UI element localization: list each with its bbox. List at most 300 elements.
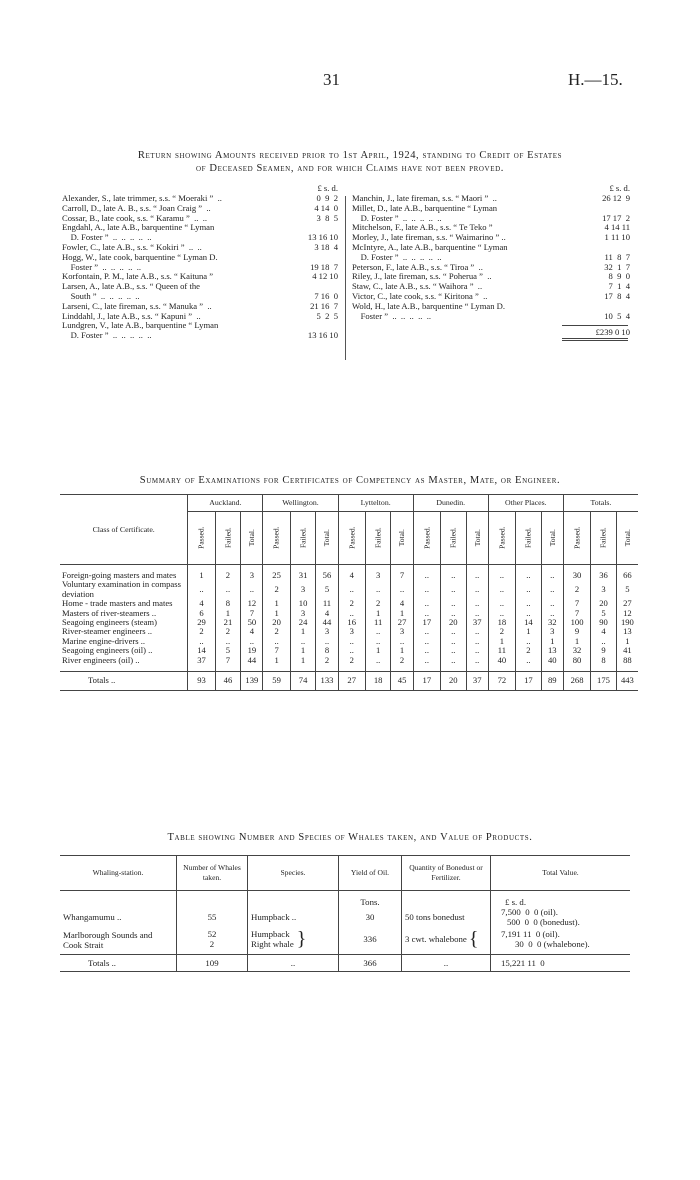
exam-cell: 20 <box>440 618 466 627</box>
exam-cell: 80 <box>563 656 590 665</box>
exam-cell: .. <box>263 637 290 646</box>
exam-cell: .. <box>541 599 563 608</box>
currency-header: £ s. d. <box>317 183 338 193</box>
header-value: Total Value. <box>491 856 631 891</box>
exam-cell: 16 <box>338 618 365 627</box>
exam-cell: .. <box>365 637 391 646</box>
exam-cell: .. <box>440 656 466 665</box>
total-label: Totals .. <box>88 958 116 968</box>
exam-cell: .. <box>290 637 316 646</box>
exam-cell: .. <box>466 656 488 665</box>
exam-cell: .. <box>466 627 488 636</box>
estate-name: Wold, H., late A.B., barquentine “ Lyman D. <box>352 300 506 311</box>
exam-cell: 4 <box>591 627 617 636</box>
subcolumn-header: Total. <box>472 529 482 547</box>
exam-cell: 3 <box>290 580 316 599</box>
exam-cell: .. <box>440 627 466 636</box>
exam-cell: 3 <box>290 609 316 618</box>
exam-cell: .. <box>391 580 413 599</box>
exam-cell: 14 <box>188 646 215 655</box>
exam-cell: .. <box>591 637 617 646</box>
certificate-class: Seagoing engineers (steam) <box>62 617 157 628</box>
exam-cell: 12 <box>616 609 638 618</box>
exam-cell: .. <box>365 627 391 636</box>
exam-totals-row <box>60 672 638 691</box>
estate-amount: 3 8 5 <box>316 212 338 223</box>
total-cell: 17 <box>516 672 542 691</box>
subcolumn-header: Passed. <box>271 526 281 550</box>
exam-cell: 13 <box>541 646 563 655</box>
estate-name: Foster ” .. .. .. .. .. <box>62 261 142 272</box>
exam-cell: 1 <box>290 646 316 655</box>
exam-cell: 7 <box>391 571 413 580</box>
estate-amount: 11 8 7 <box>604 251 630 262</box>
exam-cell: 5 <box>591 609 617 618</box>
estate-amount: 1 11 10 <box>604 232 630 243</box>
exam-cell: 1 <box>263 609 290 618</box>
subcolumn-header: Failed. <box>448 527 458 549</box>
value-line: 7,500 0 0 (oil). <box>501 907 558 917</box>
exam-cell: 31 <box>290 571 316 580</box>
exams-table <box>60 494 638 691</box>
total-cell: 45 <box>391 672 413 691</box>
total-cell: 93 <box>188 672 215 691</box>
exam-cell: .. <box>241 580 263 599</box>
exam-cell: .. <box>413 656 440 665</box>
yield-cell: 336 <box>339 927 402 950</box>
exam-cell: .. <box>516 580 542 599</box>
place-header: Wellington. <box>263 495 338 512</box>
brace-icon: { <box>468 927 479 950</box>
exam-cell: 1 <box>263 599 290 608</box>
exam-cell: 24 <box>290 618 316 627</box>
exam-cell: 7 <box>241 609 263 618</box>
total-cell: 133 <box>316 672 338 691</box>
exam-cell: 1 <box>391 646 413 655</box>
certificate-class: Foreign-going masters and mates <box>62 570 177 580</box>
certificate-class: River engineers (oil) .. <box>62 654 140 665</box>
total-cell: 268 <box>563 672 590 691</box>
estate-name: D. Foster ” .. .. .. .. .. <box>62 330 152 341</box>
certificate-class: Voluntary examination in compass deviation <box>62 579 181 599</box>
exam-cell: 27 <box>391 618 413 627</box>
exam-cell: .. <box>316 637 338 646</box>
subcolumn-header: Failed. <box>223 527 233 549</box>
station-cell: Marlborough Sounds and Cook Strait <box>63 930 153 950</box>
exam-cell: 1 <box>616 637 638 646</box>
exam-cell: 10 <box>290 599 316 608</box>
place-header: Auckland. <box>188 495 263 512</box>
exam-cell: .. <box>365 580 391 599</box>
exam-cell: 2 <box>215 627 241 636</box>
exam-cell: 37 <box>188 656 215 665</box>
species-line: Humpback <box>251 928 290 939</box>
subcolumn-header: Passed. <box>347 526 357 550</box>
exam-cell: 7 <box>263 646 290 655</box>
subcolumn-header: Failed. <box>373 527 383 549</box>
exam-cell: .. <box>241 637 263 646</box>
subcolumn-header: Failed. <box>598 527 608 549</box>
total-cell: 37 <box>466 672 488 691</box>
estate-amount: 13 16 10 <box>307 330 338 341</box>
exam-cell: 1 <box>365 646 391 655</box>
exam-cell: 21 <box>215 618 241 627</box>
subcolumn-header: Passed. <box>572 526 582 550</box>
exam-cell: 1 <box>516 627 542 636</box>
exam-row <box>60 656 638 665</box>
total-cell: 17 <box>413 672 440 691</box>
estate-name: Victor, C., late cook, s.s. “ Kiritona ” .. <box>352 290 488 301</box>
exam-cell: .. <box>516 656 542 665</box>
exam-cell: 3 <box>541 627 563 636</box>
exam-cell: 30 <box>563 571 590 580</box>
exam-cell: .. <box>413 627 440 636</box>
header-quantity: Quantity of Bonedust or Fertilizer. <box>402 856 491 891</box>
species-cell <box>248 927 339 950</box>
exam-cell: .. <box>541 571 563 580</box>
exam-cell: 11 <box>365 618 391 627</box>
exam-cell: 2 <box>488 627 515 636</box>
exam-cell: 1 <box>215 609 241 618</box>
exam-cell: 2 <box>188 627 215 636</box>
total-quantity: .. <box>402 955 491 972</box>
total-cell: 139 <box>241 672 263 691</box>
exam-cell: 40 <box>541 656 563 665</box>
whales-table-wrap <box>60 855 630 972</box>
estates-title-line1: Return showing Amounts received prior to 1st April, 1924, standing to Credit of Estates <box>137 150 563 161</box>
exam-cell: .. <box>488 571 515 580</box>
exam-cell: .. <box>488 609 515 618</box>
exam-cell: .. <box>440 580 466 599</box>
exam-cell: 7 <box>563 599 590 608</box>
subcolumn-header: Total. <box>547 529 557 547</box>
total-cell: 20 <box>440 672 466 691</box>
exam-cell: 1 <box>391 609 413 618</box>
estate-amount: 0 9 2 <box>316 193 338 203</box>
estate-amount: 4 14 0 <box>314 202 338 213</box>
subcolumn-header: Failed. <box>298 527 308 549</box>
species-line: Right whale <box>251 938 294 949</box>
exam-cell: .. <box>516 571 542 580</box>
exam-cell: 2 <box>338 599 365 608</box>
quantity-cell: 50 tons bonedust <box>402 907 491 927</box>
total-number: 109 <box>177 955 248 972</box>
exam-cell: 3 <box>241 571 263 580</box>
value-cell <box>491 907 631 927</box>
estate-amount: 4 14 11 <box>604 222 630 233</box>
exam-cell: 44 <box>241 656 263 665</box>
exam-cell: .. <box>466 609 488 618</box>
exam-cell: .. <box>440 609 466 618</box>
exam-cell: .. <box>338 609 365 618</box>
whales-total-row <box>60 955 630 972</box>
estate-entry <box>352 312 632 322</box>
exam-cell: 3 <box>316 627 338 636</box>
estate-name: Manchin, J., late fireman, s.s. “ Maori ” .. <box>352 193 497 203</box>
yield-cell: 30 <box>339 907 402 927</box>
total-cell: 59 <box>263 672 290 691</box>
exam-cell: .. <box>488 580 515 599</box>
exam-cell: 2 <box>316 656 338 665</box>
estate-name: Hogg, W., late cook, barquentine “ Lyman D. <box>62 251 218 262</box>
estate-amount: 17 8 4 <box>604 290 630 301</box>
exam-cell: 2 <box>263 627 290 636</box>
exam-cell: 4 <box>391 599 413 608</box>
exam-cell: .. <box>541 609 563 618</box>
certificate-class: Masters of river-steamers .. <box>62 607 157 618</box>
estate-amount: 21 16 7 <box>310 300 338 311</box>
estate-name: Peterson, F., late A.B., s.s. “ Tiroa ” .. <box>352 261 483 272</box>
exam-cell: .. <box>413 609 440 618</box>
subcolumn-header: Total. <box>322 529 332 547</box>
exam-cell: 8 <box>316 646 338 655</box>
exam-cell: .. <box>466 599 488 608</box>
exam-cell: 4 <box>316 609 338 618</box>
exam-cell: 6 <box>188 609 215 618</box>
number-line: 2 <box>209 938 215 949</box>
exam-cell: 56 <box>316 571 338 580</box>
estate-name: Carroll, D., late A. B., s.s. “ Joan Craig ” .. <box>62 202 211 213</box>
total-cell: 74 <box>290 672 316 691</box>
subcolumn-header: Passed. <box>196 526 206 550</box>
exam-cell: .. <box>413 580 440 599</box>
exam-cell: 1 <box>290 656 316 665</box>
estate-name: Millet, D., late A.B., barquentine “ Lyman <box>352 202 498 213</box>
exam-cell: 27 <box>616 599 638 608</box>
header-number: Number of Whales taken. <box>177 856 248 891</box>
exam-cell: 44 <box>316 618 338 627</box>
exam-cell: 9 <box>563 627 590 636</box>
exam-cell: 1 <box>263 656 290 665</box>
exam-cell: .. <box>516 609 542 618</box>
exam-cell: 1 <box>541 637 563 646</box>
estate-name: Fowler, C., late A.B., s.s. “ Kokiri ” .. .. <box>62 241 202 252</box>
total-cell: 27 <box>338 672 365 691</box>
subcolumn-header: Total. <box>397 529 407 547</box>
certificate-class: Marine engine-drivers .. <box>62 635 146 646</box>
exam-cell: 1 <box>290 627 316 636</box>
exam-cell: 36 <box>591 571 617 580</box>
number-cell: 55 <box>177 907 248 927</box>
estate-name: Alexander, S., late trimmer, s.s. “ Moeraki ” .. <box>62 193 222 203</box>
total-cell: 443 <box>616 672 638 691</box>
exam-cell: .. <box>413 637 440 646</box>
estate-name: D. Foster ” .. .. .. .. .. <box>352 212 442 223</box>
subcolumn-header: Total. <box>247 529 257 547</box>
header-yield: Yield of Oil. <box>339 856 402 891</box>
exam-cell: 3 <box>391 627 413 636</box>
exam-cell: .. <box>466 580 488 599</box>
place-header: Other Places. <box>488 495 563 512</box>
estate-amount: 8 9 0 <box>608 271 630 282</box>
number-line: 52 <box>207 928 217 939</box>
estate-name: D. Foster ” .. .. .. .. .. <box>352 251 442 262</box>
exam-cell: 1 <box>488 637 515 646</box>
estate-name: Riley, J., late fireman, s.s. “ Poherua ” .. <box>352 271 492 282</box>
exam-cell: 190 <box>616 618 638 627</box>
estates-title-line2: of Deceased Seamen, and for which Claims have not been proved. <box>196 163 504 174</box>
estates-total-row <box>352 326 632 338</box>
certificate-class: River-steamer engineers .. <box>62 626 153 637</box>
place-header: Totals. <box>563 495 638 512</box>
total-cell: 72 <box>488 672 515 691</box>
value-cell <box>491 927 631 950</box>
estates-total: £239 0 10 <box>595 327 630 338</box>
exam-cell: 29 <box>188 618 215 627</box>
exam-cell: .. <box>440 571 466 580</box>
exam-cell: .. <box>488 599 515 608</box>
exam-cell: .. <box>365 656 391 665</box>
exam-cell: 25 <box>263 571 290 580</box>
exams-table-wrap <box>60 494 638 691</box>
exam-cell: 5 <box>215 646 241 655</box>
estate-amount: 7 16 0 <box>314 290 338 301</box>
certificate-class: Seagoing engineers (oil) .. <box>62 645 153 656</box>
total-cell: 175 <box>591 672 617 691</box>
exam-cell: 2 <box>263 580 290 599</box>
exam-cell: .. <box>338 580 365 599</box>
estate-amount: 7 1 4 <box>608 281 630 292</box>
exam-cell: .. <box>413 599 440 608</box>
estate-amount: 3 18 4 <box>314 241 338 252</box>
estate-amount: 26 12 9 <box>602 193 630 203</box>
exam-cell: .. <box>516 637 542 646</box>
exam-cell: .. <box>391 637 413 646</box>
exam-cell: .. <box>440 637 466 646</box>
estate-amount: 5 2 5 <box>316 310 338 321</box>
exam-cell: .. <box>440 599 466 608</box>
exam-cell: .. <box>466 637 488 646</box>
exam-cell: 7 <box>563 609 590 618</box>
species-cell: Humpback .. <box>248 907 339 927</box>
exam-cell: 3 <box>591 580 617 599</box>
exam-cell: 20 <box>263 618 290 627</box>
total-cell: 18 <box>365 672 391 691</box>
exam-cell: 1 <box>188 571 215 580</box>
exam-cell: .. <box>188 580 215 599</box>
exam-cell: 2 <box>516 646 542 655</box>
total-species: .. <box>248 955 339 972</box>
whale-row <box>60 907 630 927</box>
estate-amount: 13 16 10 <box>307 232 338 243</box>
exam-cell: 90 <box>591 618 617 627</box>
estate-name: McIntyre, A., late A.B., barquentine “ Lyman <box>352 241 508 252</box>
station-cell: Whangamumu .. <box>63 912 122 922</box>
estate-name: Staw, C., late A.B., s.s. “ Waihora ” .. <box>352 281 483 292</box>
estate-name: Korfontain, P. M., late A.B., s.s. “ Kaituna ” <box>62 271 214 282</box>
whale-row <box>60 927 630 950</box>
total-cell: 89 <box>541 672 563 691</box>
exam-cell: 4 <box>338 571 365 580</box>
exam-cell: 11 <box>488 646 515 655</box>
subcolumn-header: Passed. <box>497 526 507 550</box>
exam-cell: .. <box>466 646 488 655</box>
exam-cell: 17 <box>413 618 440 627</box>
subcolumn-header: Total. <box>622 529 632 547</box>
place-header: Dunedin. <box>413 495 488 512</box>
unit-lsd: £ s. d. <box>491 891 631 908</box>
estate-amount: 17 17 2 <box>602 212 630 223</box>
whales-title: Table showing Number and Species of Whales taken, and Value of Products. <box>167 832 533 843</box>
exam-cell: 41 <box>616 646 638 655</box>
estate-amount: 4 12 10 <box>312 271 338 282</box>
exam-cell: 11 <box>316 599 338 608</box>
exam-cell: .. <box>413 571 440 580</box>
exam-cell: 2 <box>338 656 365 665</box>
exam-cell: .. <box>338 646 365 655</box>
estate-name: Foster ” .. .. .. .. .. <box>352 310 432 321</box>
quantity-cell <box>402 927 491 950</box>
total-value: 15,221 11 0 <box>491 955 631 972</box>
estate-name: Linddahl, J., late A.B., s.s. “ Kapuni ” .. <box>62 310 201 321</box>
exam-cell: 7 <box>215 656 241 665</box>
estates-right-list <box>352 194 632 321</box>
exam-cell: .. <box>466 571 488 580</box>
brace-icon: } <box>296 927 307 950</box>
subcolumn-header: Failed. <box>523 527 533 549</box>
estate-amount: 10 5 4 <box>604 310 630 321</box>
totals-label: Totals .. <box>88 675 116 686</box>
estate-name: Engdahl, A., late A.B., barquentine “ Lyman <box>62 222 215 233</box>
exam-cell: 14 <box>516 618 542 627</box>
place-header: Lyttelton. <box>338 495 413 512</box>
exam-cell: .. <box>338 637 365 646</box>
value-line: 500 0 0 (bonedust). <box>507 917 580 927</box>
exam-cell: 2 <box>391 656 413 665</box>
total-cell: 46 <box>215 672 241 691</box>
exam-cell: 3 <box>365 571 391 580</box>
exam-cell: 88 <box>616 656 638 665</box>
exam-cell: 2 <box>215 571 241 580</box>
document-reference: H.—15. <box>568 70 623 89</box>
exam-cell: 3 <box>338 627 365 636</box>
exam-cell: 18 <box>488 618 515 627</box>
exam-cell: .. <box>413 646 440 655</box>
header-station: Whaling-station. <box>92 868 144 877</box>
header-species: Species. <box>248 856 339 891</box>
estate-amount: 32 1 7 <box>604 261 630 272</box>
value-line: 7,191 11 0 (oil). <box>501 928 560 939</box>
estates-left-list <box>62 194 340 341</box>
exam-cell: 8 <box>215 599 241 608</box>
estates-right-column <box>352 184 632 341</box>
exam-cell: 2 <box>563 580 590 599</box>
exam-cell: .. <box>215 637 241 646</box>
exam-cell: 4 <box>241 627 263 636</box>
exam-cell: 1 <box>563 637 590 646</box>
unit-tons: Tons. <box>339 891 402 908</box>
total-yield: 366 <box>339 955 402 972</box>
exam-cell: 37 <box>466 618 488 627</box>
exam-cell: 32 <box>541 618 563 627</box>
exam-cell: 100 <box>563 618 590 627</box>
subcolumn-header: Passed. <box>422 526 432 550</box>
value-line: 30 0 0 (whalebone). <box>515 938 590 949</box>
page-number: 31 <box>323 70 340 89</box>
estate-name: Larseni, C., late fireman, s.s. “ Manuka ” .. <box>62 300 212 311</box>
exam-cell: 20 <box>591 599 617 608</box>
exam-cell: 12 <box>241 599 263 608</box>
exam-cell: .. <box>541 580 563 599</box>
exam-cell: .. <box>188 637 215 646</box>
quantity-text: 3 cwt. whalebone <box>405 933 467 944</box>
currency-header: £ s. d. <box>609 183 630 193</box>
exam-cell: 1 <box>365 609 391 618</box>
estate-entry <box>62 331 340 341</box>
double-rule <box>562 338 628 341</box>
estate-name: Lundgren, V., late A.B., barquentine “ Lyman <box>62 320 219 331</box>
exam-cell: .. <box>516 599 542 608</box>
